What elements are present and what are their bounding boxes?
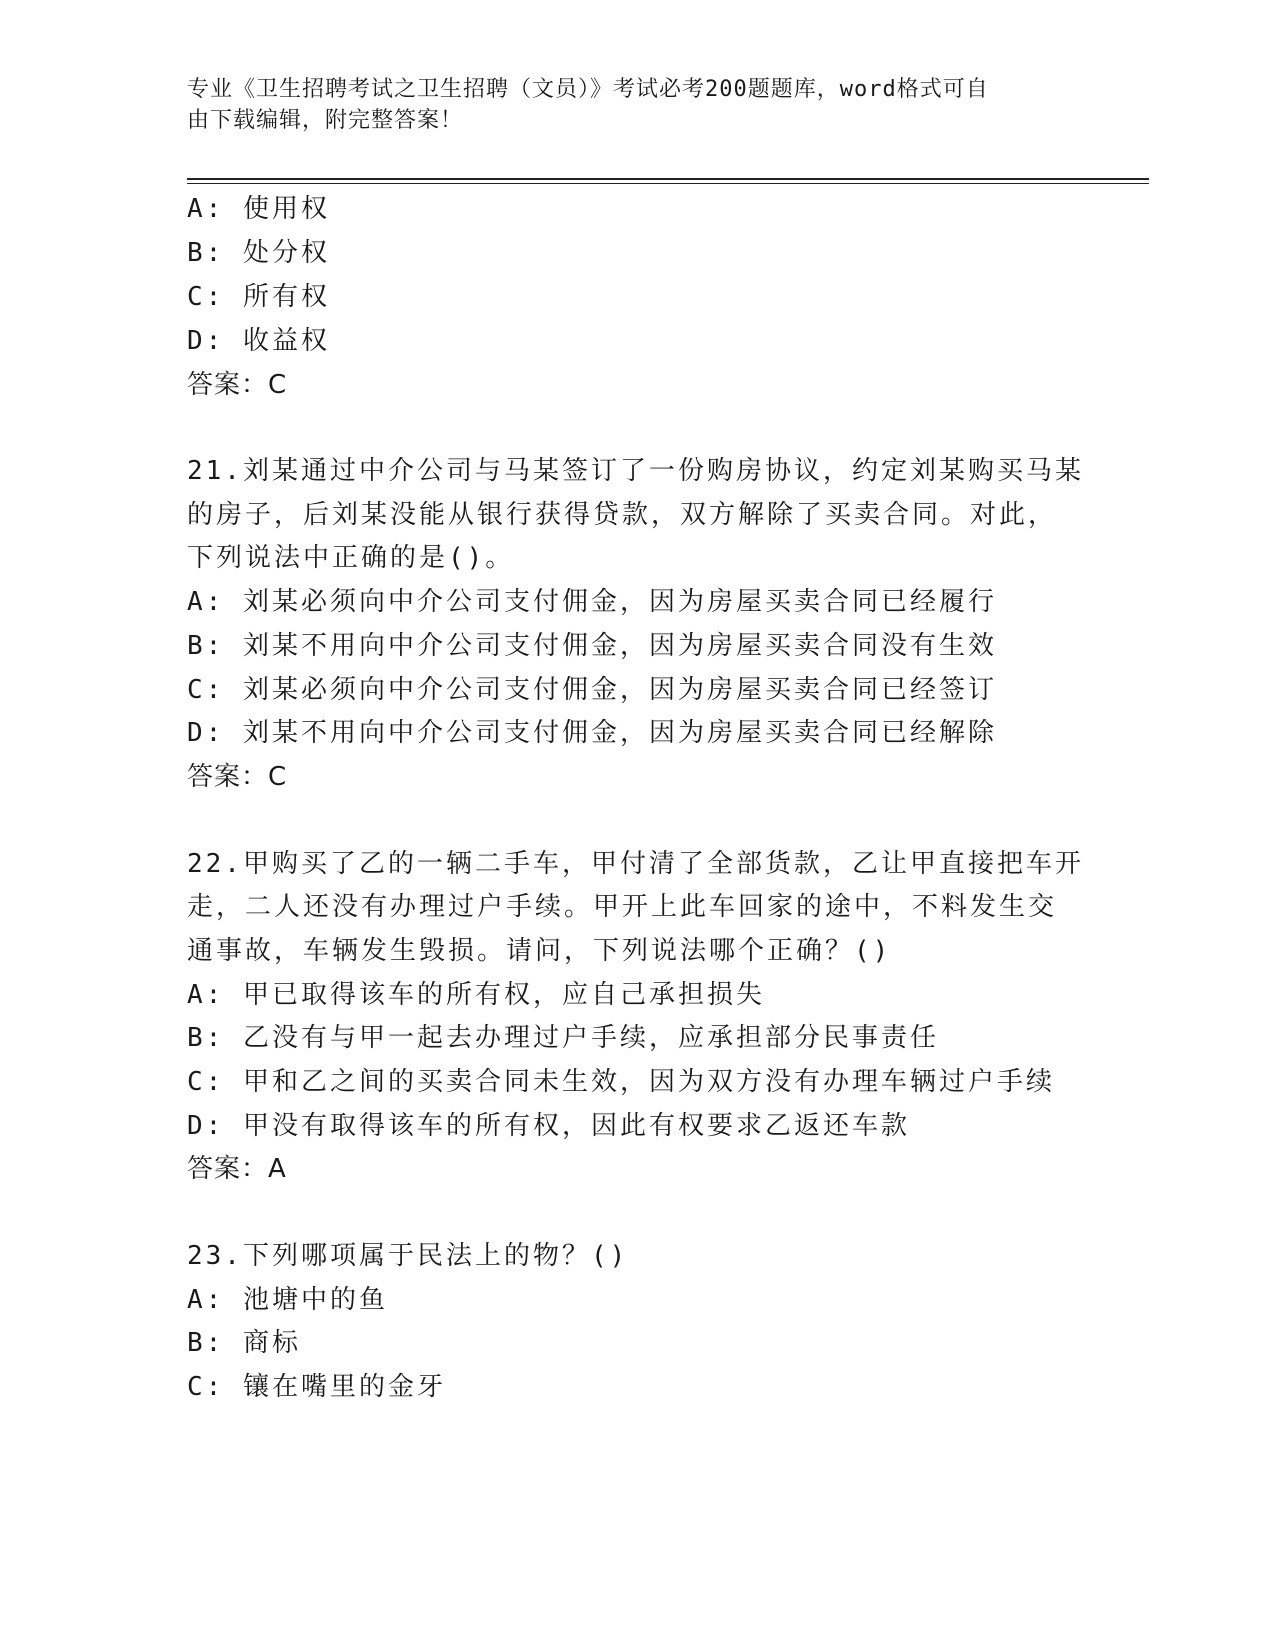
q23-option-c: C: 镶在嘴里的金牙 bbox=[187, 1372, 446, 1402]
q21-stem-line-1: 21.刘某通过中介公司与马某签订了一份购房协议，约定刘某购买马某 bbox=[187, 456, 1084, 486]
prev-option-d: D: 收益权 bbox=[187, 326, 330, 356]
q22-answer: 答案：A bbox=[187, 1154, 287, 1184]
header-line-2: 由下载编辑，附完整答案！ bbox=[187, 108, 464, 133]
q23-option-b: B: 商标 bbox=[187, 1328, 301, 1358]
q21-stem-line-2: 的房子，后刘某没能从银行获得贷款，双方解除了买卖合同。对此， bbox=[187, 500, 1058, 530]
q22-stem-line-1: 22.甲购买了乙的一辆二手车，甲付清了全部货款，乙让甲直接把车开 bbox=[187, 849, 1084, 879]
q22-stem-line-3: 通事故，车辆发生毁损。请问，下列说法哪个正确？() bbox=[187, 936, 892, 966]
q21-option-b: B: 刘某不用向中介公司支付佣金，因为房屋买卖合同没有生效 bbox=[187, 631, 997, 661]
header-divider-thick bbox=[187, 178, 1149, 180]
q21-option-a: A: 刘某必须向中介公司支付佣金，因为房屋买卖合同已经履行 bbox=[187, 587, 997, 617]
q21-option-c: C: 刘某必须向中介公司支付佣金，因为房屋买卖合同已经签订 bbox=[187, 675, 997, 705]
q22-option-d: D: 甲没有取得该车的所有权，因此有权要求乙返还车款 bbox=[187, 1111, 910, 1141]
prev-option-a: A: 使用权 bbox=[187, 194, 330, 224]
q21-option-d: D: 刘某不用向中介公司支付佣金，因为房屋买卖合同已经解除 bbox=[187, 718, 997, 748]
q21-stem-line-3: 下列说法中正确的是()。 bbox=[187, 543, 515, 573]
prev-option-c: C: 所有权 bbox=[187, 282, 330, 312]
q22-option-a: A: 甲已取得该车的所有权，应自己承担损失 bbox=[187, 980, 765, 1010]
prev-option-b: B: 处分权 bbox=[187, 238, 330, 268]
q22-stem-line-2: 走，二人还没有办理过户手续。甲开上此车回家的途中，不料发生交 bbox=[187, 892, 1058, 922]
header-line-1: 专业《卫生招聘考试之卫生招聘（文员）》考试必考200题题库，word格式可自 bbox=[187, 77, 989, 102]
q21-answer: 答案：C bbox=[187, 762, 288, 792]
q23-stem-line-1: 23.下列哪项属于民法上的物？() bbox=[187, 1241, 629, 1271]
prev-answer: 答案：C bbox=[187, 370, 288, 400]
q22-option-b: B: 乙没有与甲一起去办理过户手续，应承担部分民事责任 bbox=[187, 1023, 939, 1053]
header-divider-thin bbox=[187, 183, 1149, 184]
q23-option-a: A: 池塘中的鱼 bbox=[187, 1285, 388, 1315]
document-header bbox=[187, 74, 1087, 136]
q22-option-c: C: 甲和乙之间的买卖合同未生效，因为双方没有办理车辆过户手续 bbox=[187, 1067, 1055, 1097]
